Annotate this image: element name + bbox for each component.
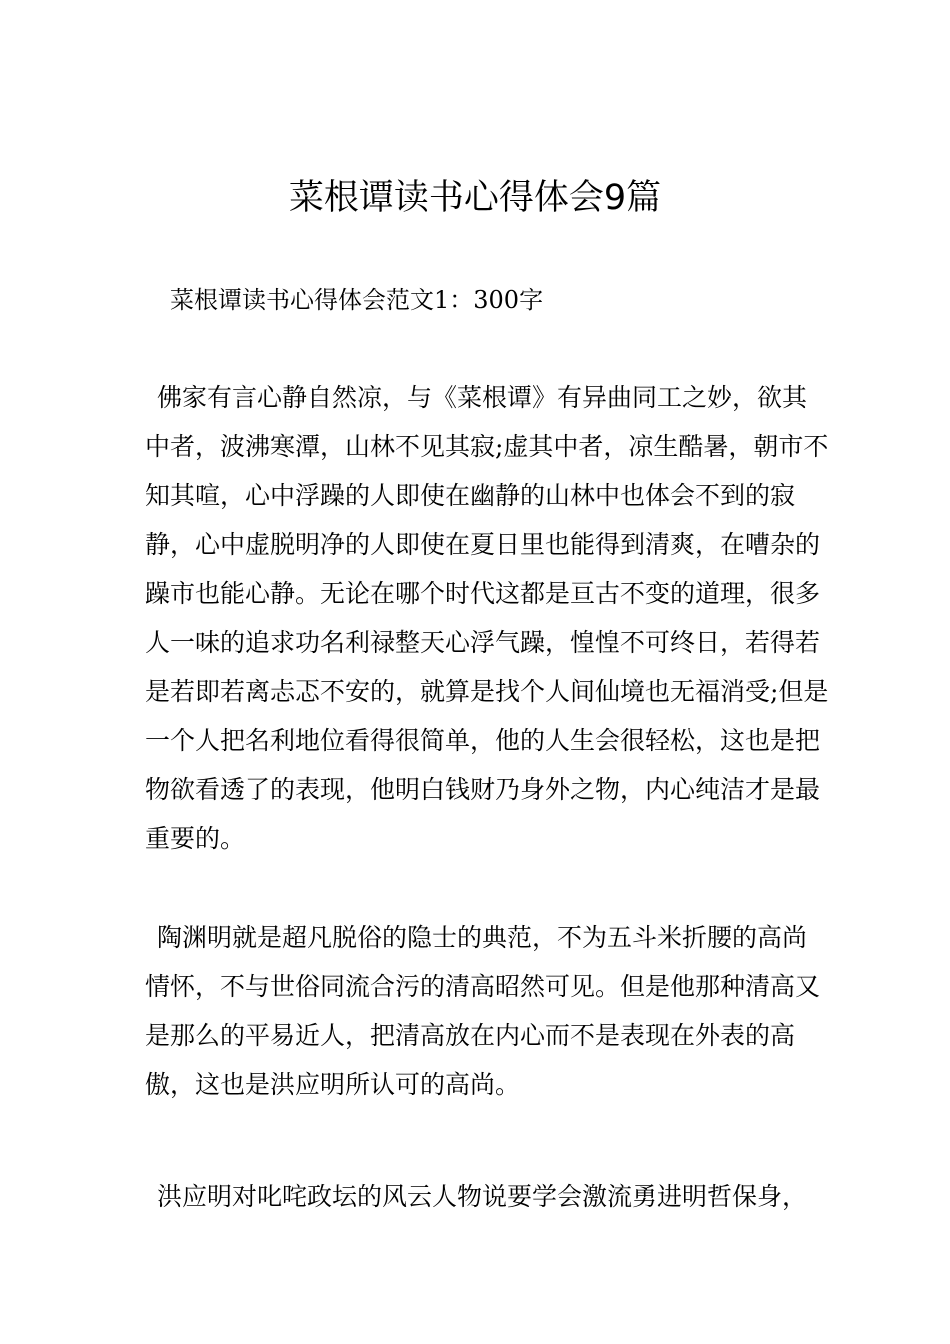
paragraph-1: 佛家有言心静自然凉，与《菜根谭》有异曲同工之妙，欲其中者，波沸寒潭，山林不见其寂;虚其中者，凉生酷暑，朝市不知其喧，心中浮躁的人即使在幽静的山林中也体会不到的寂静，心中虚脱明净的人即使在夏日里也能得到清爽，在嘈杂的躁市也能心静。无论在哪个时代这都是亘古不变的道理，很多人一味的追求功名利禄整天心浮气躁，惶惶不可终日，若得若是若即若离忐忑不安的，就算是找个人间仙境也无福消受;但是一个人把名利地位看得很简单，他的人生会很轻松，这也是把物欲看透了的表现，他明白钱财乃身外之物，内心纯洁才是最重要的。: [145, 383, 829, 853]
paragraph-3: 洪应明对叱咤政坛的风云人物说要学会激流勇进明哲保身，: [157, 1182, 808, 1211]
document-subtitle: 菜根谭读书心得体会范文1：300字: [170, 286, 544, 314]
paragraph-2: 陶渊明就是超凡脱俗的隐士的典范，不为五斗米折腰的高尚情怀，不与世俗同流合污的清高昭然可见。但是他那种清高又是那么的平易近人，把清高放在内心而不是表现在外表的高傲，这也是洪应明所认可的高尚。: [145, 923, 821, 1099]
document-title: 菜根谭读书心得体会9篇: [288, 178, 662, 218]
